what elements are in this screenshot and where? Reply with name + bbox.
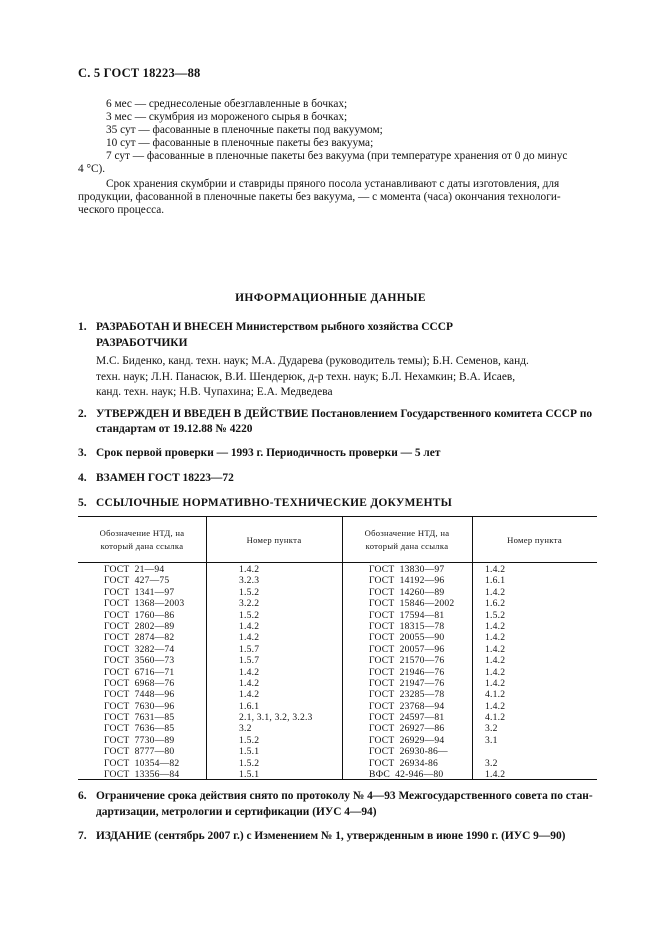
table-cell-document: ГОСТ 23285—78	[369, 689, 445, 701]
table-cell-item: 3.2	[485, 757, 498, 769]
intro-list	[106, 98, 567, 163]
table-header-ntd	[78, 527, 206, 552]
table-cell-item: 1.4.2	[239, 689, 260, 701]
table-header-item: Номер пункта	[507, 535, 562, 545]
table-column-divider	[206, 517, 207, 779]
table-cell-document: ГОСТ 8777—80	[104, 746, 175, 758]
table-cell-item: 1.4.2	[485, 700, 506, 712]
table-cell-document: ГОСТ 427—75	[104, 575, 170, 587]
table-cell-document: ГОСТ 26929—94	[369, 734, 445, 746]
table-cell-document: ГОСТ 20057—96	[369, 643, 445, 655]
header-line: который дана ссылка	[365, 540, 449, 551]
page-header: С. 5 ГОСТ 18223—88	[78, 66, 201, 80]
table-cell-item: 1.6.2	[485, 598, 506, 610]
intro-line: 10 сут — фасованные в пленочные пакеты без вакуума;	[106, 137, 374, 149]
table-cell-document: ГОСТ 10354—82	[104, 757, 180, 769]
item-line: стандартам от 19.12.88 № 4220	[96, 422, 253, 435]
table-cell-item: 1.4.2	[485, 620, 506, 632]
table-cell-document: ГОСТ 20055—90	[369, 632, 445, 644]
item-line: УТВЕРЖДЕН И ВВЕДЕН В ДЕЙСТВИЕ Постановлением Государственного комитета СССР по	[96, 408, 593, 420]
table-cell-item: 3.2	[485, 723, 498, 735]
table-cell-item: 1.4.2	[485, 643, 506, 655]
table-cell-document: ГОСТ 15846—2002	[369, 598, 455, 610]
developers-line: техн. наук; Л.Н. Панасюк, В.И. Шендерюк, д-р техн. наук; Б.Л. Нехамкин; В.А. Исаев,	[96, 370, 516, 383]
table-cell-item: 1.4.2	[239, 666, 260, 678]
item-number: 7.	[78, 830, 87, 842]
table-cell-document: ГОСТ 7630—96	[104, 700, 175, 712]
header-line: Обозначение НТД, на	[364, 528, 450, 538]
item-heading: РАЗРАБОТАН И ВНЕСЕН	[96, 321, 233, 333]
table-cell-document: ГОСТ 7730—89	[104, 734, 175, 746]
developers-list	[96, 354, 593, 401]
intro-continuation: 4 °С).	[78, 163, 106, 175]
item-number: 1.	[78, 321, 87, 333]
table-cell-document: ГОСТ 21946—76	[369, 666, 445, 678]
table-cell-item: 1.4.2	[485, 586, 506, 598]
table-cell-item: 2.1, 3.1, 3.2, 3.2.3	[239, 712, 313, 724]
item-number: 4.	[78, 472, 87, 484]
table-cell-item: 1.4.2	[485, 632, 506, 644]
table-cell-document: ГОСТ 26934-86	[369, 757, 438, 769]
right-item-column	[485, 564, 505, 780]
intro-line: 7 сут — фасованные в пленочные пакеты без вакуума (при температуре хранения от 0 до минус	[106, 150, 568, 162]
item-line: Ограничение срока действия снято по протоколу № 4—93 Межгосударственного совета по стан-	[96, 790, 593, 802]
table-cell-item: 1.5.2	[239, 586, 260, 598]
table-cell-item: 1.4.2	[239, 620, 260, 632]
table-cell-item: 1.5.7	[239, 643, 260, 655]
table-cell-item	[485, 746, 505, 757]
developers-line: М.С. Биденко, канд. техн. наук; М.А. Дударева (руководитель темы); Б.Н. Семенов, канд.	[96, 355, 529, 367]
table-cell-document: ГОСТ 3282—74	[104, 643, 175, 655]
item-line: дартизации, метрологии и сертификации (ИУС 4—94)	[96, 805, 377, 818]
table-cell-document: ГОСТ 1760—86	[104, 609, 175, 621]
table-cell-document: ГОСТ 6716—71	[104, 666, 175, 678]
table-cell-document: ВФС 42-946—80	[369, 769, 444, 781]
item-replaces: ВЗАМЕН ГОСТ 18223—72	[96, 472, 234, 484]
table-header-divider	[78, 562, 597, 563]
table-cell-document: ГОСТ 21—94	[104, 564, 165, 575]
table-cell-item: 3.2	[239, 723, 252, 735]
left-doc-column	[104, 564, 184, 780]
table-cell-document: ГОСТ 2802—89	[104, 620, 175, 632]
table-cell-document: ГОСТ 21947—76	[369, 677, 445, 689]
table-cell-document: ГОСТ 7448—96	[104, 689, 175, 701]
item-number: 2.	[78, 408, 87, 420]
table-column-divider	[342, 517, 343, 779]
table-cell-document: ГОСТ 1341—97	[104, 586, 175, 598]
header-line: который дана ссылка	[100, 540, 184, 551]
table-cell-document: ГОСТ 13356—84	[104, 769, 180, 781]
table-cell-document: ГОСТ 23768—94	[369, 700, 445, 712]
table-cell-document: ГОСТ 6968—76	[104, 677, 175, 689]
developers-line: канд. техн. наук; Н.В. Чупахина; Е.А. Медведева	[96, 386, 333, 398]
intro-line: 35 сут — фасованные в пленочные пакеты под вакуумом;	[106, 124, 383, 136]
table-cell-item: 1.4.2	[239, 632, 260, 644]
table-cell-item: 3.2.2	[239, 598, 260, 610]
item-number: 6.	[78, 790, 87, 802]
table-cell-item: 4.1.2	[485, 689, 506, 701]
item-edition: ИЗДАНИЕ (сентябрь 2007 г.) с Изменением № 1, утвержденным в июне 1990 г. (ИУС 9—90)	[96, 830, 566, 842]
table-cell-item: 1.5.1	[239, 769, 260, 781]
table-column-divider	[472, 517, 473, 779]
table-cell-item: 1.5.7	[239, 655, 260, 667]
table-cell-item: 1.5.2	[239, 734, 260, 746]
left-item-column	[239, 564, 313, 780]
table-cell-item: 4.1.2	[485, 712, 506, 724]
table-cell-item: 3.1	[485, 734, 498, 746]
table-cell-item: 1.5.1	[239, 746, 260, 758]
storage-paragraph-line: Срок хранения скумбрии и ставриды пряного посола устанавливают с даты изготовления, для	[106, 178, 560, 190]
item-number: 5.	[78, 497, 87, 509]
item-limitation	[96, 789, 593, 820]
table-cell-document: ГОСТ 24597—81	[369, 712, 445, 724]
table-cell-item: 1.4.2	[239, 564, 260, 575]
item-developed	[96, 320, 593, 335]
table-cell-item: 1.6.1	[485, 575, 506, 587]
reference-table	[78, 516, 597, 780]
storage-paragraph-line: продукции, фасованной в пленочные пакеты без вакуума, — с момента (часа) окончания технологи-	[78, 191, 561, 203]
table-header-ntd	[342, 527, 472, 552]
table-cell-item: 1.4.2	[485, 655, 506, 667]
intro-line: 3 мес — скумбрия из мороженого сырья в бочках;	[106, 111, 348, 123]
table-cell-item: 1.5.2	[485, 609, 506, 621]
table-cell-document: ГОСТ 2874—82	[104, 632, 175, 644]
item-review-period: Срок первой проверки — 1993 г. Периодичность проверки — 5 лет	[96, 447, 441, 459]
table-cell-document: ГОСТ 21570—76	[369, 655, 445, 667]
item-references: ССЫЛОЧНЫЕ НОРМАТИВНО-ТЕХНИЧЕСКИЕ ДОКУМЕНТЫ	[96, 497, 453, 509]
item-approved	[96, 407, 593, 436]
table-cell-document: ГОСТ 17594—81	[369, 609, 445, 621]
table-cell-document: ГОСТ 18315—78	[369, 620, 445, 632]
table-cell-document: ГОСТ 26927—86	[369, 723, 445, 735]
item-text: Министерством рыбного хозяйства СССР	[232, 321, 453, 333]
developers-heading: РАЗРАБОТЧИКИ	[96, 337, 188, 349]
table-cell-document: ГОСТ 13830—97	[369, 564, 445, 575]
item-number: 3.	[78, 447, 87, 459]
table-cell-item: 1.4.2	[239, 677, 260, 689]
table-cell-item: 1.4.2	[485, 677, 506, 689]
table-cell-document: ГОСТ 14192—96	[369, 575, 445, 587]
table-cell-document: ГОСТ 26930-86—	[369, 746, 448, 758]
table-cell-item: 1.6.1	[239, 700, 260, 712]
table-cell-item: 1.5.2	[239, 609, 260, 621]
table-cell-item: 1.5.2	[239, 757, 260, 769]
table-cell-document: ГОСТ 1368—2003	[104, 598, 185, 610]
right-doc-column	[369, 564, 454, 780]
header-line: Обозначение НТД, на	[99, 528, 185, 538]
table-cell-item: 1.4.2	[485, 666, 506, 678]
table-cell-document: ГОСТ 14260—89	[369, 586, 445, 598]
table-cell-document: ГОСТ 7636—85	[104, 723, 175, 735]
table-cell-item: 1.4.2	[485, 564, 506, 575]
table-cell-document: ГОСТ 7631—85	[104, 712, 175, 724]
table-header-item: Номер пункта	[246, 535, 302, 545]
intro-line: 6 мес — среднесоленые обезглавленные в бочках;	[106, 98, 348, 110]
table-cell-item: 1.4.2	[485, 769, 506, 781]
storage-paragraph-line: ческого процесса.	[78, 204, 165, 216]
table-cell-item: 3.2.3	[239, 575, 260, 587]
table-cell-document: ГОСТ 3560—73	[104, 655, 175, 667]
section-title: ИНФОРМАЦИОННЫЕ ДАННЫЕ	[235, 292, 426, 304]
